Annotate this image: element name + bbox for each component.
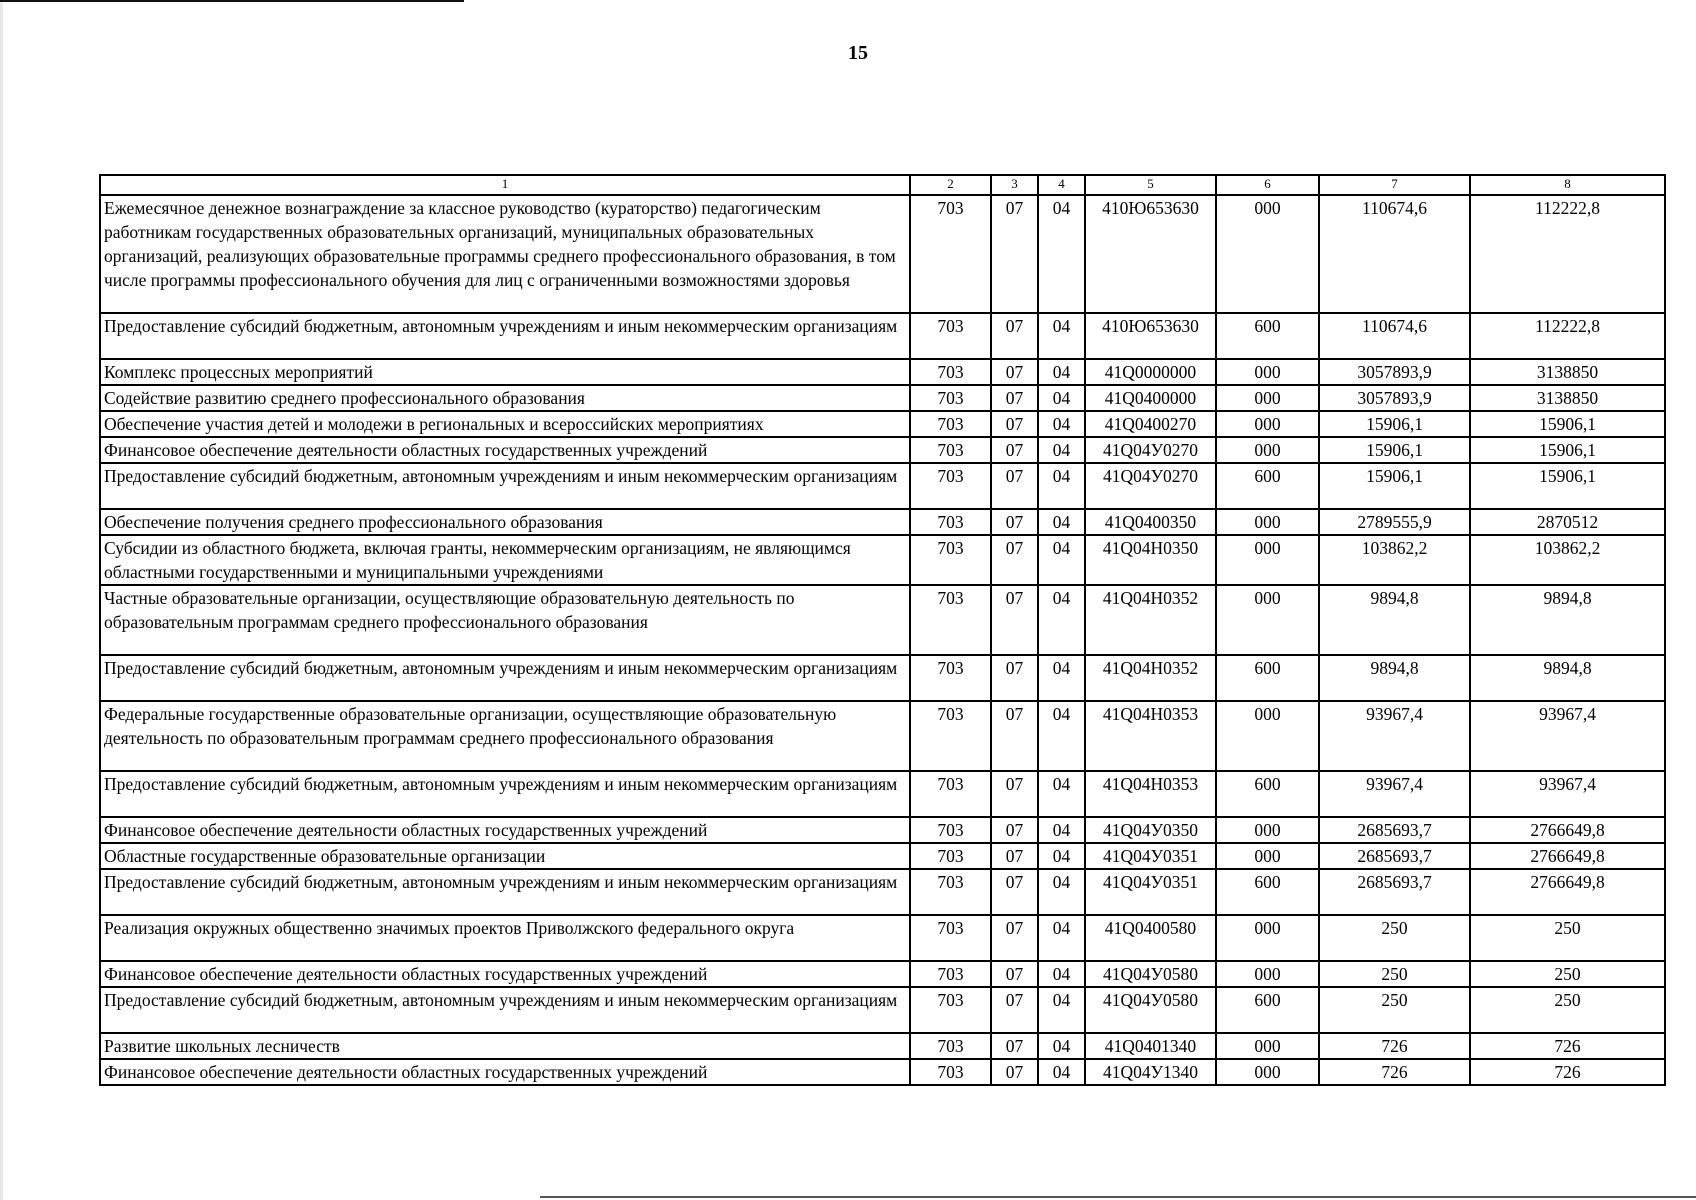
row-value-cell: 07: [991, 817, 1038, 843]
row-value-cell: 703: [910, 843, 991, 869]
row-value-cell: 04: [1038, 701, 1085, 771]
row-value-cell: 703: [910, 701, 991, 771]
row-value-cell: 04: [1038, 535, 1085, 585]
row-value-cell: 703: [910, 915, 991, 961]
table-row: [100, 359, 1665, 385]
row-value-cell: 07: [991, 701, 1038, 771]
row-value-cell: 04: [1038, 1059, 1085, 1085]
row-value-cell: 41Q0400580: [1085, 915, 1216, 961]
row-value-cell: 000: [1216, 961, 1319, 987]
row-value-cell: 04: [1038, 655, 1085, 701]
row-value-cell: 000: [1216, 701, 1319, 771]
row-value-cell: 250: [1319, 987, 1470, 1033]
row-value-cell: 04: [1038, 961, 1085, 987]
row-name-cell: Предоставление субсидий бюджетным, автономным учреждениям и иным некоммерческим организациям: [100, 655, 910, 701]
row-value-cell: 410Ю653630: [1085, 313, 1216, 359]
row-value-cell: 410Ю653630: [1085, 195, 1216, 313]
row-value-cell: 04: [1038, 1033, 1085, 1059]
column-header: 2: [910, 175, 991, 195]
row-value-cell: 000: [1216, 535, 1319, 585]
row-value-cell: 703: [910, 961, 991, 987]
row-value-cell: 103862,2: [1319, 535, 1470, 585]
row-value-cell: 41Q04Н0352: [1085, 655, 1216, 701]
row-value-cell: 41Q0000000: [1085, 359, 1216, 385]
row-value-cell: 000: [1216, 1033, 1319, 1059]
row-value-cell: 04: [1038, 411, 1085, 437]
row-value-cell: 15906,1: [1319, 411, 1470, 437]
page-number: 15: [848, 42, 868, 64]
row-value-cell: 000: [1216, 817, 1319, 843]
row-value-cell: 703: [910, 437, 991, 463]
row-value-cell: 103862,2: [1470, 535, 1665, 585]
row-value-cell: 250: [1470, 987, 1665, 1033]
row-value-cell: 600: [1216, 463, 1319, 509]
row-value-cell: 703: [910, 195, 991, 313]
table-header-row: [100, 175, 1665, 195]
row-value-cell: 726: [1470, 1033, 1665, 1059]
row-value-cell: 41Q04У0580: [1085, 961, 1216, 987]
table-row: [100, 869, 1665, 915]
row-value-cell: 600: [1216, 869, 1319, 915]
row-value-cell: 04: [1038, 359, 1085, 385]
row-value-cell: 250: [1470, 961, 1665, 987]
row-value-cell: 07: [991, 915, 1038, 961]
table-row: [100, 411, 1665, 437]
table-row: [100, 843, 1665, 869]
row-value-cell: 112222,8: [1470, 195, 1665, 313]
row-value-cell: 3057893,9: [1319, 385, 1470, 411]
table-row: [100, 915, 1665, 961]
row-value-cell: 15906,1: [1319, 437, 1470, 463]
row-name-cell: Реализация окружных общественно значимых проектов Приволжского федерального округа: [100, 915, 910, 961]
row-value-cell: 703: [910, 771, 991, 817]
row-value-cell: 703: [910, 1059, 991, 1085]
column-header: 4: [1038, 175, 1085, 195]
scan-edge: [0, 0, 3, 1200]
row-value-cell: 07: [991, 195, 1038, 313]
row-value-cell: 703: [910, 385, 991, 411]
row-value-cell: 3138850: [1470, 385, 1665, 411]
scan-bottom-line: [540, 1196, 1696, 1198]
row-value-cell: 703: [910, 359, 991, 385]
table-row: [100, 817, 1665, 843]
row-value-cell: 2685693,7: [1319, 843, 1470, 869]
row-value-cell: 2870512: [1470, 509, 1665, 535]
row-value-cell: 600: [1216, 655, 1319, 701]
row-name-cell: Предоставление субсидий бюджетным, автономным учреждениям и иным некоммерческим организациям: [100, 771, 910, 817]
row-value-cell: 000: [1216, 437, 1319, 463]
row-value-cell: 07: [991, 655, 1038, 701]
row-value-cell: 07: [991, 411, 1038, 437]
table-row: [100, 1033, 1665, 1059]
row-value-cell: 703: [910, 817, 991, 843]
row-value-cell: 2766649,8: [1470, 869, 1665, 915]
table-row: [100, 509, 1665, 535]
row-value-cell: 703: [910, 585, 991, 655]
table-row: [100, 313, 1665, 359]
row-value-cell: 000: [1216, 195, 1319, 313]
row-name-cell: Предоставление субсидий бюджетным, автономным учреждениям и иным некоммерческим организациям: [100, 313, 910, 359]
column-header: 1: [100, 175, 910, 195]
row-value-cell: 07: [991, 437, 1038, 463]
row-name-cell: Частные образовательные организации, осуществляющие образовательную деятельность по образовательным программам среднего профессионального образования: [100, 585, 910, 655]
row-value-cell: 000: [1216, 585, 1319, 655]
row-value-cell: 07: [991, 961, 1038, 987]
row-value-cell: 703: [910, 535, 991, 585]
row-value-cell: 250: [1470, 915, 1665, 961]
scan-top-line: [0, 0, 464, 2]
budget-table: [99, 174, 1666, 1086]
row-value-cell: 41Q0400000: [1085, 385, 1216, 411]
column-header: 3: [991, 175, 1038, 195]
row-name-cell: Обеспечение участия детей и молодежи в региональных и всероссийских мероприятиях: [100, 411, 910, 437]
row-name-cell: Предоставление субсидий бюджетным, автономным учреждениям и иным некоммерческим организациям: [100, 987, 910, 1033]
row-value-cell: 41Q04У0580: [1085, 987, 1216, 1033]
row-name-cell: Субсидии из областного бюджета, включая гранты, некоммерческим организациям, не являющимся областными государственными и муниципальными учреждениями: [100, 535, 910, 585]
row-value-cell: 110674,6: [1319, 195, 1470, 313]
row-value-cell: 04: [1038, 585, 1085, 655]
row-value-cell: 703: [910, 509, 991, 535]
row-value-cell: 41Q04У0270: [1085, 437, 1216, 463]
table-row: [100, 535, 1665, 585]
row-value-cell: 15906,1: [1319, 463, 1470, 509]
row-value-cell: 000: [1216, 1059, 1319, 1085]
table-row: [100, 385, 1665, 411]
row-value-cell: 15906,1: [1470, 463, 1665, 509]
row-value-cell: 41Q04Н0352: [1085, 585, 1216, 655]
row-value-cell: 250: [1319, 961, 1470, 987]
row-value-cell: 93967,4: [1319, 701, 1470, 771]
row-value-cell: 703: [910, 313, 991, 359]
table-row: [100, 987, 1665, 1033]
row-value-cell: 15906,1: [1470, 411, 1665, 437]
row-name-cell: Комплекс процессных мероприятий: [100, 359, 910, 385]
row-name-cell: Ежемесячное денежное вознаграждение за классное руководство (кураторство) педагогическим работникам государственных образовательных организаций, муниципальных образовательных организаций, реализующих образовательные программы среднего профессионального образования, в том числе программы профессионального обучения для лиц с ограниченными возможностями здоровья: [100, 195, 910, 313]
row-value-cell: 04: [1038, 463, 1085, 509]
column-header: 8: [1470, 175, 1665, 195]
row-value-cell: 15906,1: [1470, 437, 1665, 463]
row-value-cell: 112222,8: [1470, 313, 1665, 359]
row-value-cell: 41Q04У0351: [1085, 869, 1216, 915]
row-value-cell: 2766649,8: [1470, 843, 1665, 869]
row-value-cell: 04: [1038, 843, 1085, 869]
row-value-cell: 07: [991, 585, 1038, 655]
row-value-cell: 703: [910, 411, 991, 437]
row-value-cell: 04: [1038, 313, 1085, 359]
row-value-cell: 41Q04У0350: [1085, 817, 1216, 843]
row-value-cell: 07: [991, 869, 1038, 915]
row-value-cell: 9894,8: [1319, 585, 1470, 655]
row-value-cell: 726: [1319, 1033, 1470, 1059]
row-value-cell: 703: [910, 655, 991, 701]
row-value-cell: 07: [991, 843, 1038, 869]
row-value-cell: 3138850: [1470, 359, 1665, 385]
column-header: 6: [1216, 175, 1319, 195]
table-row: [100, 701, 1665, 771]
table-row: [100, 437, 1665, 463]
row-value-cell: 2766649,8: [1470, 817, 1665, 843]
row-value-cell: 41Q04У0270: [1085, 463, 1216, 509]
row-value-cell: 07: [991, 313, 1038, 359]
row-name-cell: Развитие школьных лесничеств: [100, 1033, 910, 1059]
row-value-cell: 000: [1216, 385, 1319, 411]
row-value-cell: 93967,4: [1319, 771, 1470, 817]
row-name-cell: Федеральные государственные образовательные организации, осуществляющие образовательную деятельность по образовательным программам среднего профессионального образования: [100, 701, 910, 771]
row-value-cell: 110674,6: [1319, 313, 1470, 359]
row-value-cell: 07: [991, 1059, 1038, 1085]
column-header: 5: [1085, 175, 1216, 195]
row-value-cell: 04: [1038, 437, 1085, 463]
row-value-cell: 04: [1038, 987, 1085, 1033]
row-value-cell: 93967,4: [1470, 701, 1665, 771]
row-name-cell: Финансовое обеспечение деятельности областных государственных учреждений: [100, 1059, 910, 1085]
row-name-cell: Финансовое обеспечение деятельности областных государственных учреждений: [100, 961, 910, 987]
row-value-cell: 04: [1038, 915, 1085, 961]
table-row: [100, 771, 1665, 817]
row-value-cell: 600: [1216, 771, 1319, 817]
row-value-cell: 3057893,9: [1319, 359, 1470, 385]
row-value-cell: 703: [910, 1033, 991, 1059]
row-name-cell: Финансовое обеспечение деятельности областных государственных учреждений: [100, 437, 910, 463]
table-row: [100, 961, 1665, 987]
row-name-cell: Обеспечение получения среднего профессионального образования: [100, 509, 910, 535]
row-value-cell: 9894,8: [1470, 585, 1665, 655]
row-value-cell: 703: [910, 463, 991, 509]
row-value-cell: 2685693,7: [1319, 869, 1470, 915]
row-value-cell: 07: [991, 385, 1038, 411]
row-value-cell: 07: [991, 771, 1038, 817]
row-value-cell: 41Q0401340: [1085, 1033, 1216, 1059]
row-name-cell: Предоставление субсидий бюджетным, автономным учреждениям и иным некоммерческим организациям: [100, 869, 910, 915]
row-value-cell: 93967,4: [1470, 771, 1665, 817]
row-value-cell: 41Q04Н0353: [1085, 701, 1216, 771]
row-value-cell: 000: [1216, 411, 1319, 437]
row-value-cell: 9894,8: [1319, 655, 1470, 701]
row-value-cell: 04: [1038, 817, 1085, 843]
row-value-cell: 000: [1216, 509, 1319, 535]
row-value-cell: 41Q04Н0350: [1085, 535, 1216, 585]
row-name-cell: Предоставление субсидий бюджетным, автономным учреждениям и иным некоммерческим организациям: [100, 463, 910, 509]
row-value-cell: 04: [1038, 385, 1085, 411]
row-value-cell: 703: [910, 987, 991, 1033]
table-row: [100, 1059, 1665, 1085]
row-value-cell: 600: [1216, 313, 1319, 359]
row-value-cell: 07: [991, 1033, 1038, 1059]
row-value-cell: 41Q0400270: [1085, 411, 1216, 437]
row-value-cell: 07: [991, 535, 1038, 585]
row-value-cell: 000: [1216, 843, 1319, 869]
row-value-cell: 07: [991, 463, 1038, 509]
row-value-cell: 07: [991, 509, 1038, 535]
row-value-cell: 000: [1216, 359, 1319, 385]
row-name-cell: Финансовое обеспечение деятельности областных государственных учреждений: [100, 817, 910, 843]
row-value-cell: 726: [1470, 1059, 1665, 1085]
row-value-cell: 04: [1038, 195, 1085, 313]
row-value-cell: 04: [1038, 771, 1085, 817]
row-value-cell: 41Q04У0351: [1085, 843, 1216, 869]
row-value-cell: 703: [910, 869, 991, 915]
row-value-cell: 600: [1216, 987, 1319, 1033]
row-value-cell: 41Q04У1340: [1085, 1059, 1216, 1085]
row-value-cell: 41Q04Н0353: [1085, 771, 1216, 817]
row-value-cell: 07: [991, 359, 1038, 385]
row-value-cell: 9894,8: [1470, 655, 1665, 701]
table-row: [100, 655, 1665, 701]
table-row: [100, 195, 1665, 313]
row-value-cell: 2789555,9: [1319, 509, 1470, 535]
table-row: [100, 585, 1665, 655]
row-name-cell: Содействие развитию среднего профессионального образования: [100, 385, 910, 411]
row-value-cell: 2685693,7: [1319, 817, 1470, 843]
row-value-cell: 04: [1038, 509, 1085, 535]
row-value-cell: 250: [1319, 915, 1470, 961]
row-value-cell: 000: [1216, 915, 1319, 961]
column-header: 7: [1319, 175, 1470, 195]
row-value-cell: 41Q0400350: [1085, 509, 1216, 535]
row-value-cell: 726: [1319, 1059, 1470, 1085]
row-value-cell: 07: [991, 987, 1038, 1033]
row-name-cell: Областные государственные образовательные организации: [100, 843, 910, 869]
row-value-cell: 04: [1038, 869, 1085, 915]
table-row: [100, 463, 1665, 509]
